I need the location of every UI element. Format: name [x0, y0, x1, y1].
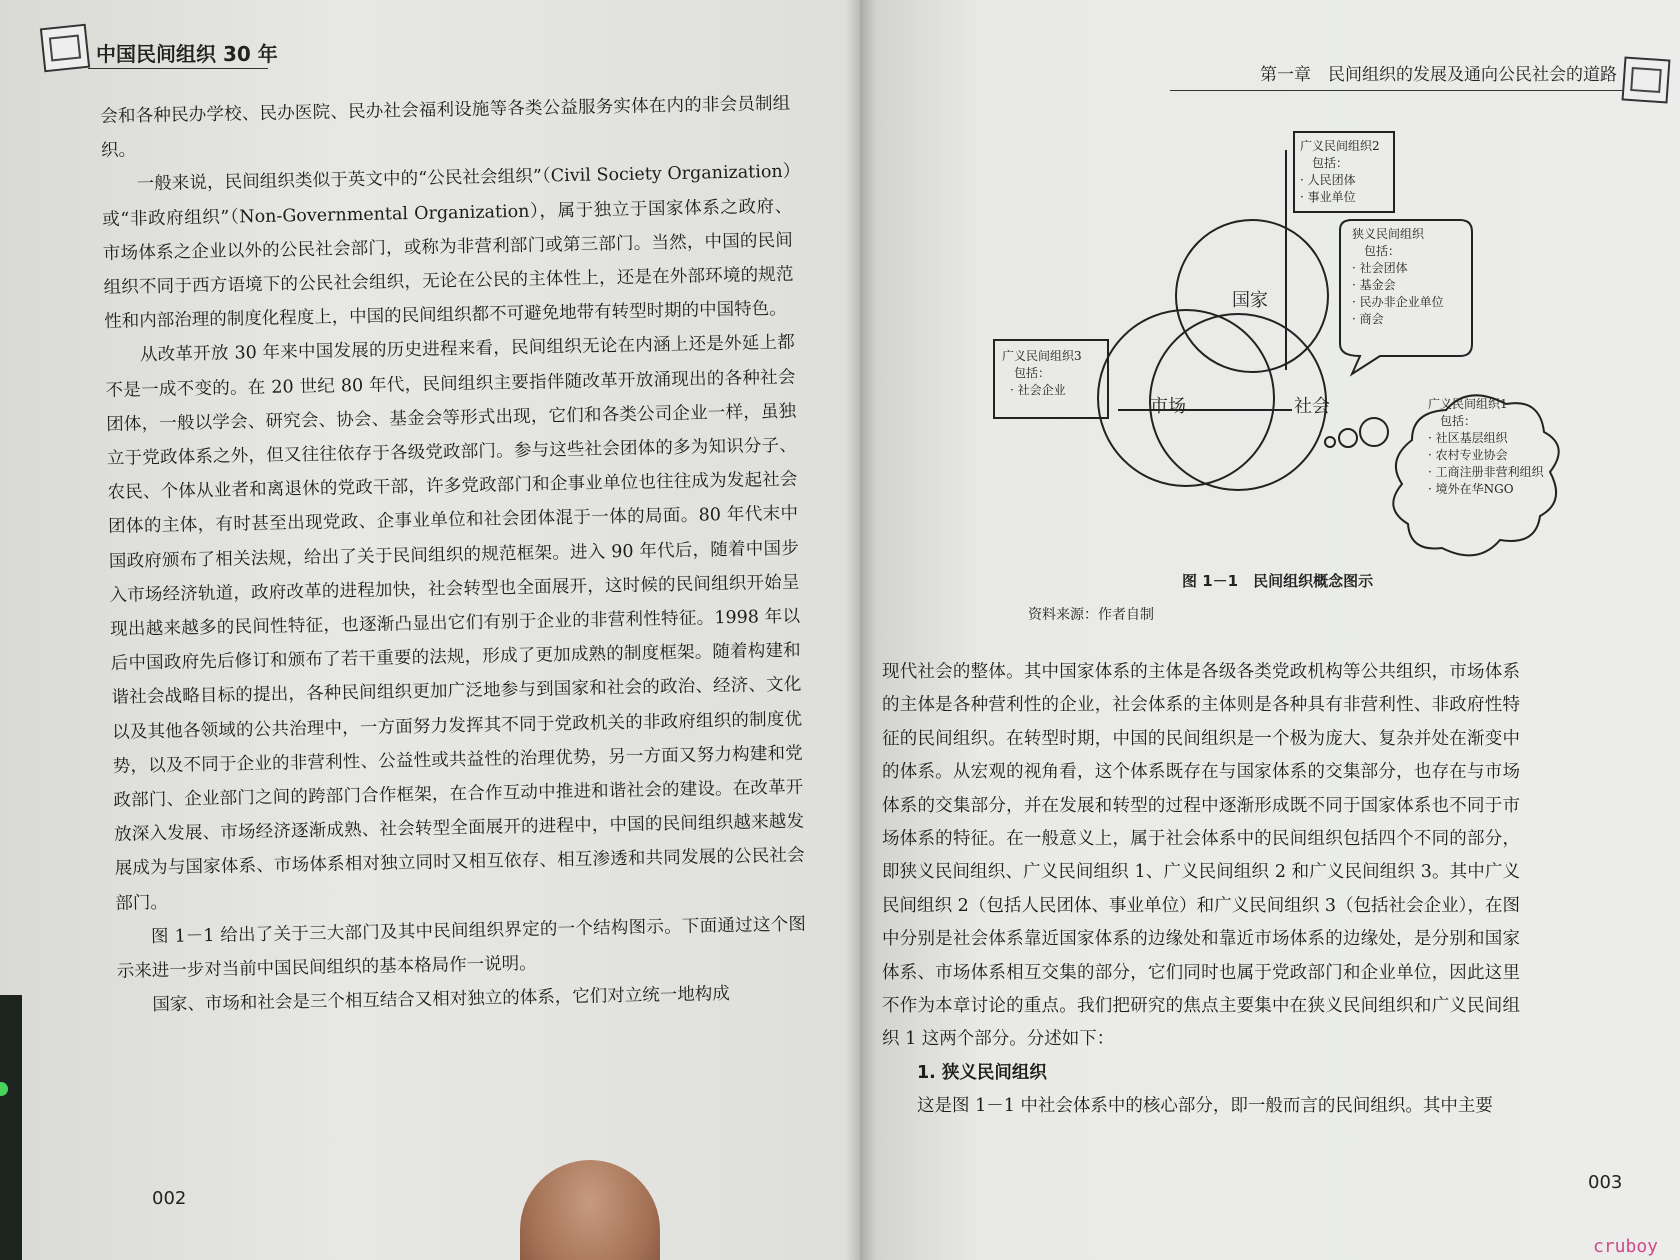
series-logo-icon — [40, 24, 90, 73]
page-number: 003 — [1588, 1172, 1623, 1193]
series-logo-icon — [1622, 56, 1671, 103]
box-narrow-org — [1352, 226, 1444, 328]
box-item: · 基金会 — [1352, 278, 1396, 292]
box-sub: 包括： — [1364, 244, 1401, 258]
left-body-text — [100, 87, 808, 1024]
concept-diagram — [860, 120, 1680, 640]
box-item: · 人民团体 — [1300, 173, 1356, 187]
page-number: 002 — [152, 1188, 187, 1209]
diagram-graphic — [860, 120, 1680, 640]
box-item: · 境外在华NGO — [1428, 482, 1514, 496]
right-body-text — [882, 656, 1520, 1124]
box-item: · 工商注册非营利组织 — [1428, 465, 1544, 479]
box-item: · 社区基层组织 — [1428, 431, 1508, 445]
circle-label-society: 社会 — [1294, 396, 1330, 417]
box-item: · 民办非企业单位 — [1352, 295, 1444, 309]
box-sub: 包括： — [1312, 156, 1349, 170]
paragraph: 现代社会的整体。其中国家体系的主体是各级各类党政机构等公共组织，市场体系的主体是各种营利性的企业，社会体系的主体则是各种具有非营利性、非政府性特征的民间组织。在转型时期，中国的民间组织是一个极为庞大、复杂并处在渐变中的体系。从宏观的视角看，这个体系既存在与国家体系的交集部分，也存在与市场体系的交集部分，并在发展和转型的过程中逐渐形成既不同于国家体系也不同于市场体系的特征。在一般意义上，属于社会体系中的民间组织包括四个不同的部分，即狭义民间组织、广义民间组织 1、广义民间组织 2 和广义民间组织 3。其中广义民间组织 2（包括人民团体、事业单位）和广义民间组织 3（包括社会企业），在图中分别是社会体系靠近国家体系的边缘处和靠近市场体系的边缘处，是分别和国家体系、市场体系相互交集的部分，它们同时也属于党政部门和企业单位，因此这里不作为本章讨论的重点。我们把研究的焦点主要集中在狭义民间组织和广义民间组织 1 这两个部分。分述如下： — [882, 662, 1520, 1050]
paragraph: 国家、市场和社会是三个相互结合又相对独立的体系，它们对立统一地构成 — [152, 984, 730, 1016]
left-running-title: 中国民间组织 30 年 — [96, 42, 278, 66]
box-item: · 农村专业协会 — [1428, 448, 1508, 462]
paragraph: 这是图 1－1 中社会体系中的核心部分，即一般而言的民间组织。其中主要 — [917, 1096, 1493, 1117]
circle-label-market: 市场 — [1150, 396, 1186, 417]
running-title-rule — [88, 68, 268, 69]
box-title: 广义民间组织2 — [1300, 139, 1380, 153]
box-item: · 社会团体 — [1352, 261, 1408, 275]
box-sub: 包括： — [1440, 414, 1477, 428]
box-broad-org-2 — [1300, 138, 1380, 206]
box-item: · 社会企业 — [1010, 383, 1066, 397]
paragraph: 一般来说，民间组织类似于英文中的“公民社会组织”（Civil Society Organization）或“非政府组织”（Non-Governmental Organization），属于独立于国家体系之政府、市场体系之企业以外的公民社会部门，或称为非营利部门或第三部门。当然，中国的民间组织不同于西方语境下的公民社会组织，无论在公民的主体性上，还是在外部环境的规范性和内部治理的制度化程度上，中国的民间组织都不可避免地带有转型时期的中国特色。 — [102, 162, 794, 333]
right-page — [860, 0, 1680, 1260]
paragraph: 从改革开放 30 年来中国发展的历史进程来看，民间组织无论在内涵上还是外延上都不是一成不变的。在 20 世纪 80 年代，民间组织主要指伴随改革开放涌现出的各种社会团体，一般以学会、研究会、协会、基金会等形式出现，它们和各类公司企业一样，虽独立于党政体系之外，但又往往依存于各级党政部门。参与这些社会团体的多为知识分子、农民、个体从业者和离退休的党政干部，许多党政部门和企事业单位也往往成为发起社会团体的主体，有时甚至出现党政、企事业单位和社会团体混于一体的局面。80 年代末中国政府颁布了相关法规，给出了关于民间组织的规范框架。进入 90 年代后，随着中国步入市场经济轨道，政府改革的进程加快，社会转型也全面展开，这时候的民间组织开始呈现出越来越多的民间性特征，也逐渐凸显出它们有别于企业的非营利性特征。1998 年以后中国政府先后修订和颁布了若干重要的法规，形成了更加成熟的制度框架。随着构建和谐社会战略目标的提出，各种民间组织更加广泛地参与到国家和社会的政治、经济、文化以及其他各领域的公共治理中，一方面努力发挥其不同于党政机关的非政府组织的制度优势，以及不同于企业的非营利性、公益性或共益性的治理优势，另一方面又努力构建和党政部门、企业部门之间的跨部门合作框架，在合作互动中推进和谐社会的建设。在改革开放深入发展、市场经济逐渐成熟、社会转型全面展开的进程中，中国的民间组织越来越发展成为与国家体系、市场体系相对独立同时又相互依存、相互渗透和共同发展的公民社会部门。 — [105, 333, 805, 914]
market-circle — [1098, 310, 1274, 486]
book-gutter — [846, 0, 876, 1260]
background-object — [0, 995, 22, 1260]
box-item: · 商会 — [1352, 312, 1384, 326]
figure-source: 资料来源：作者自制 — [1028, 607, 1154, 623]
box-sub: 包括： — [1014, 366, 1051, 380]
right-running-title: 第一章 民间组织的发展及通向公民社会的道路 — [1260, 65, 1617, 85]
figure-caption: 图 1－1 民间组织概念图示 — [1182, 572, 1374, 590]
watermark: cruboy — [1593, 1236, 1659, 1257]
circle-label-state: 国家 — [1232, 290, 1268, 311]
section-heading: 1. 狭义民间组织 — [917, 1062, 1047, 1083]
box-title: 狭义民间组织 — [1352, 227, 1425, 241]
box-broad-org-3 — [1002, 348, 1082, 399]
box-item: · 事业单位 — [1300, 190, 1356, 204]
box-title: 广义民间组织3 — [1002, 349, 1082, 363]
box-title: 广义民间组织1 — [1428, 397, 1508, 411]
thumb — [520, 1160, 660, 1260]
running-title-rule — [1170, 90, 1640, 91]
paragraph: 会和各种民办学校、民办医院、民办社会福利设施等各类公益服务实体在内的非会员制组织。 — [100, 93, 791, 162]
paragraph: 图 1－1 给出了关于三大部门及其中民间组织界定的一个结构图示。下面通过这个图示来进一步对当前中国民间组织的基本格局作一说明。 — [116, 914, 807, 982]
box-broad-org-1 — [1428, 396, 1544, 498]
